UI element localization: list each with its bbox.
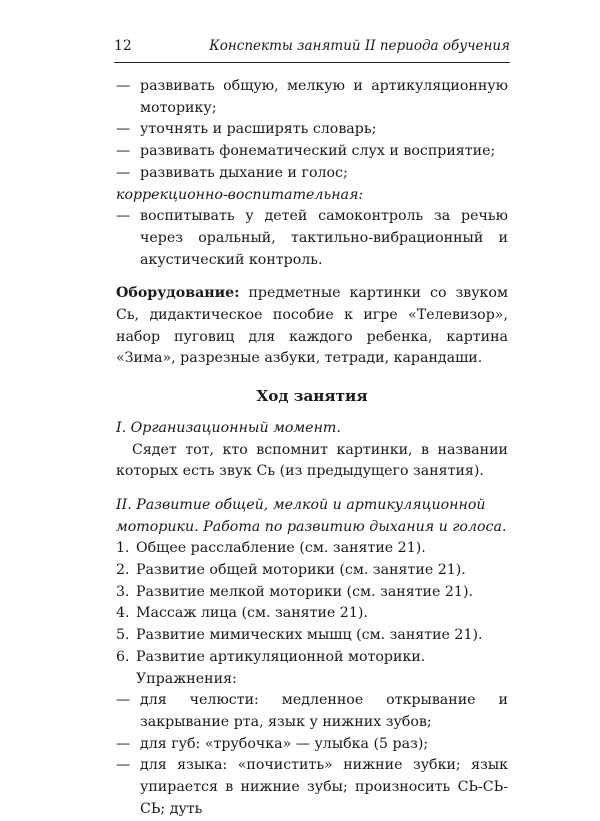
- lesson-title: Ход занятия: [256, 387, 368, 406]
- running-title: Конспекты занятий II периода обучения: [209, 38, 510, 54]
- page-body: [116, 76, 508, 821]
- exercise-item: — для губ: «трубочка» — улыбка (5 раз);: [116, 735, 429, 752]
- goal-item: — уточнять и расширять словарь;: [116, 121, 377, 138]
- exercise-item: — для языка: «почистить» нижние зубки; язык упирается в нижние зубы; произносить СЬ-СЬ-СЬ; дуть: [116, 757, 508, 817]
- numbered-item: 5. Развитие мимических мышц (см. занятие 21).: [116, 627, 483, 644]
- numbered-item: 6. Развитие артикуляционной моторики.: [116, 648, 426, 665]
- goal-item: — развивать фонематический слух и восприятие;: [116, 143, 496, 160]
- section1-heading: I. Организационный момент.: [116, 419, 341, 436]
- numbered-item: 4. Массаж лица (см. занятие 21).: [116, 605, 368, 622]
- goal-item: — развивать дыхание и голос;: [116, 164, 348, 181]
- page-number: 12: [114, 38, 132, 54]
- correction-item: — воспитывать у детей самоконтроль за речью через оральный, тактильно-вибрационный и акустический контроль.: [116, 208, 508, 268]
- numbered-item: 3. Развитие мелкой моторики (см. занятие 21).: [116, 583, 474, 600]
- goal-item: — развивать общую, мелкую и артикуляционную моторику;: [116, 78, 508, 116]
- exercise-item: — для челюсти: медленное открывание и закрывание рта, язык у нижних зубов;: [116, 692, 508, 730]
- header-rule: [114, 62, 510, 63]
- section1-text: Сядет тот, кто вспомнит картинки, в названии которых есть звук Сь (из предыдущего занятия).: [116, 441, 508, 480]
- numbered-item: 1. Общее расслабление (см. занятие 21).: [116, 540, 426, 557]
- running-head: [114, 38, 510, 58]
- section2-heading: II. Развитие общей, мелкой и артикуляционной моторики. Работа по развитию дыхания и голоса.: [116, 496, 507, 535]
- numbered-item: 2. Развитие общей моторики (см. занятие 21).: [116, 562, 466, 579]
- equipment-paragraph: Оборудование: предметные картинки со звуком Сь, дидактическое пособие к игре «Телевизор», набор пуговиц для каждого ребенка, картина «Зима», разрезные азбуки, тетради, карандаши.: [116, 285, 508, 367]
- equipment-label: Оборудование:: [116, 285, 240, 302]
- correction-heading: коррекционно-воспитательная:: [116, 186, 364, 203]
- exercises-label: Упражнения:: [136, 670, 237, 687]
